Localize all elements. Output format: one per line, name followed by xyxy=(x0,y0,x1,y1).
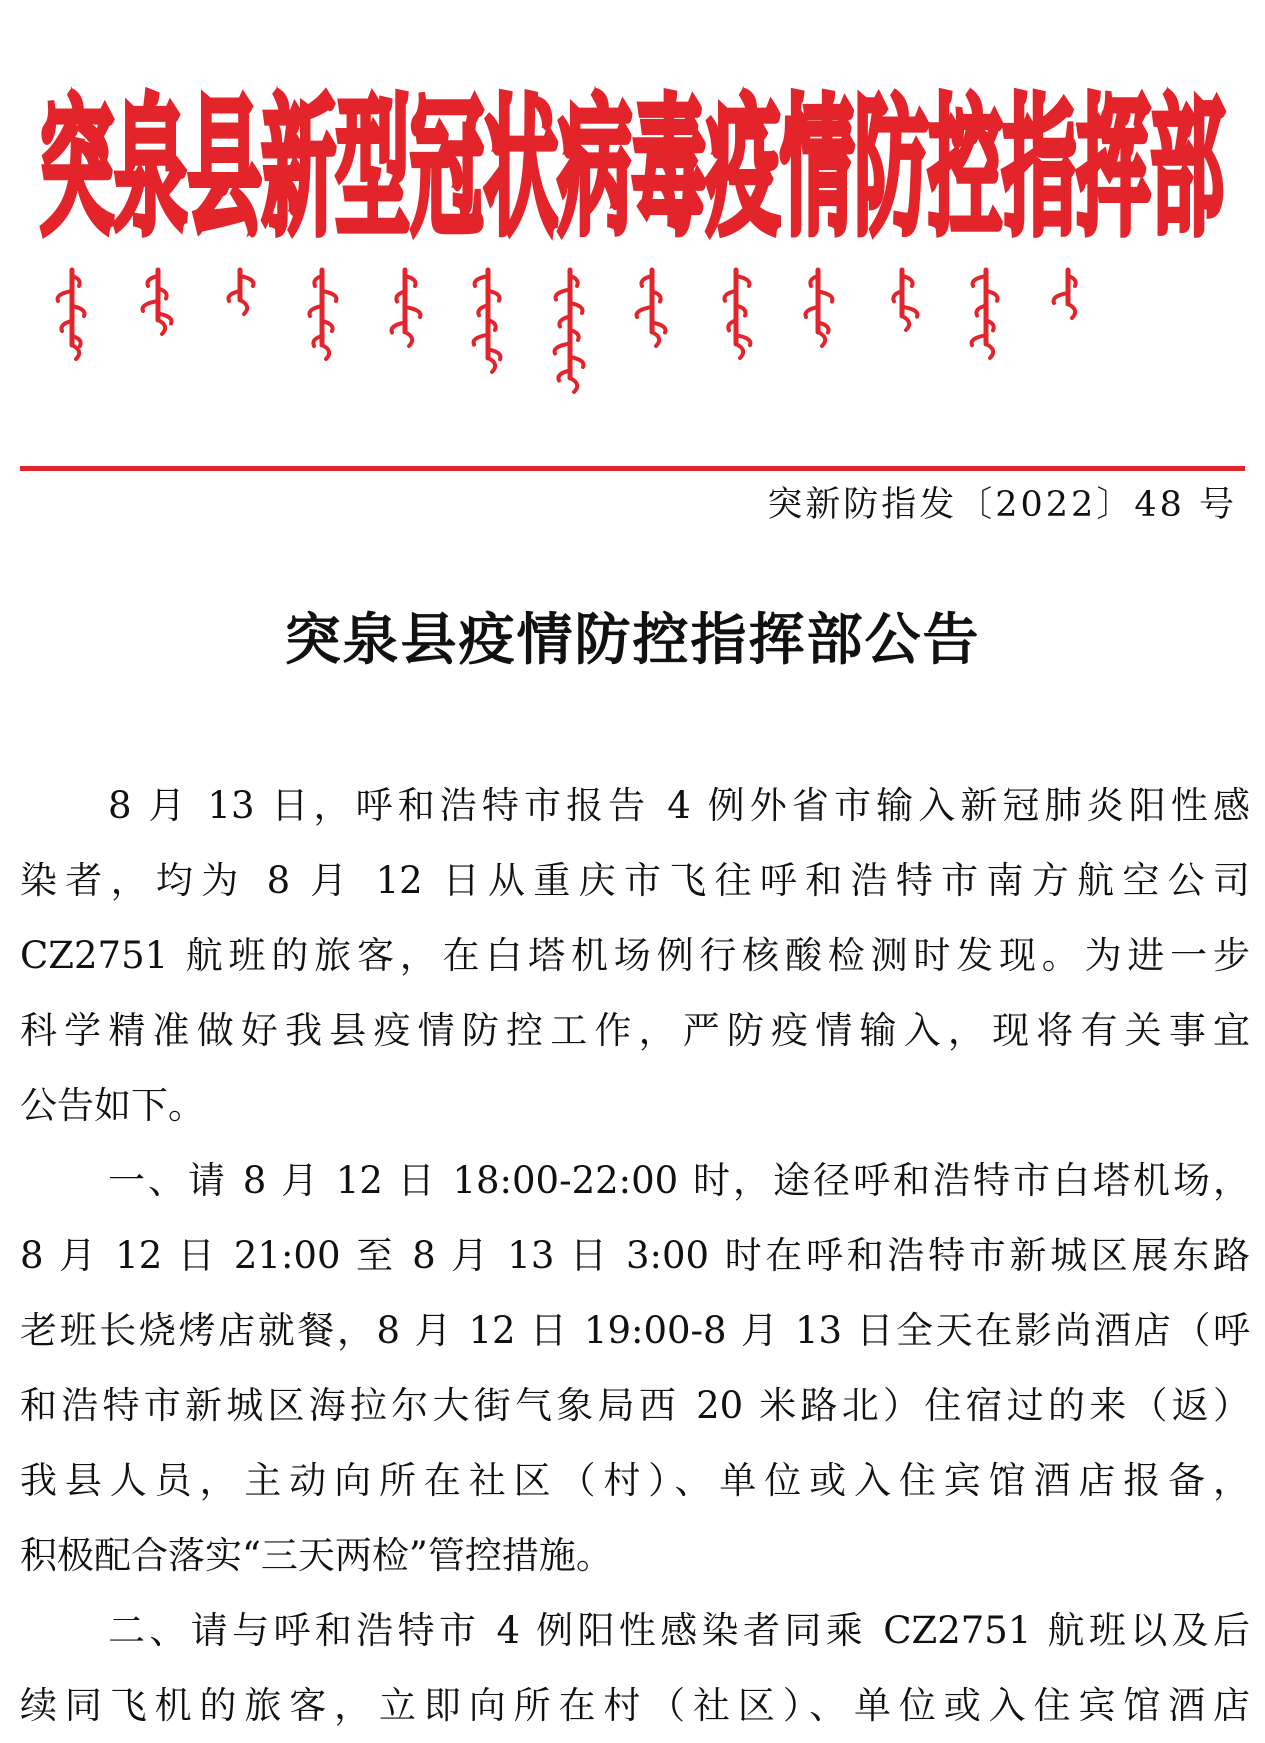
mongolian-word-glyph xyxy=(806,270,833,346)
mongolian-word-glyph xyxy=(1054,270,1076,318)
mongolian-word-glyph xyxy=(972,270,998,358)
body-line: CZ2751 航班的旅客，在白塔机场例行核酸检测时发现。为进一步 xyxy=(20,934,1250,977)
mongolian-word-glyph xyxy=(392,270,421,346)
mongolian-word-glyph xyxy=(228,270,253,314)
body-line: 老班长烧烤店就餐，8 月 12 日 19:00-8 月 13 日全天在影尚酒店（呼 xyxy=(20,1309,1250,1352)
agency-title-logo xyxy=(20,62,1245,262)
body-line: 积极配合落实“三天两检”管控措施。 xyxy=(20,1534,613,1577)
mongolian-word-glyph xyxy=(637,270,666,346)
mongolian-word-glyph xyxy=(724,270,750,358)
body-line: 8 月 13 日，呼和浩特市报告 4 例外省市输入新冠肺炎阳性感 xyxy=(108,784,1250,827)
body-line: 8 月 12 日 21:00 至 8 月 13 日 3:00 时在呼和浩特市新城区展东路 xyxy=(20,1234,1250,1277)
svg-text:突泉县新型冠状病毒疫情防控指挥部: 突泉县新型冠状病毒疫情防控指挥部 xyxy=(39,80,1225,256)
mongolian-script-logo xyxy=(36,262,1226,427)
mongolian-word-glyph xyxy=(310,270,337,359)
body-line: 和浩特市新城区海拉尔大街气象局西 20 米路北）住宿过的来（返） xyxy=(20,1384,1250,1427)
document-number: 突新防指发〔2022〕48 号 xyxy=(767,485,1237,525)
body-line: 一、请 8 月 12 日 18:00-22:00 时，途径呼和浩特市白塔机场， xyxy=(108,1159,1250,1202)
body-line: 续同飞机的旅客，立即向所在村（社区）、单位或入住宾馆酒店 xyxy=(20,1684,1250,1727)
mongolian-word-glyph xyxy=(893,270,917,330)
mongolian-word-glyph xyxy=(143,270,172,334)
body-line: 公告如下。 xyxy=(20,1084,205,1127)
mongolian-word-glyph xyxy=(555,270,584,392)
body-line: 我县人员，主动向所在社区（村）、单位或入住宾馆酒店报备， xyxy=(20,1459,1250,1502)
body-line: 科学精准做好我县疫情防控工作，严防疫情输入，现将有关事宜 xyxy=(20,1009,1250,1052)
red-divider-line xyxy=(20,466,1245,471)
body-line: 二、请与呼和浩特市 4 例阳性感染者同乘 CZ2751 航班以及后 xyxy=(108,1609,1250,1652)
body-line: 染者，均为 8 月 12 日从重庆市飞往呼和浩特市南方航空公司 xyxy=(20,859,1250,902)
mongolian-word-glyph xyxy=(58,270,85,359)
document-title: 突泉县疫情防控指挥部公告 xyxy=(284,607,981,673)
document-body xyxy=(20,768,1250,1743)
mongolian-word-glyph xyxy=(474,270,501,372)
